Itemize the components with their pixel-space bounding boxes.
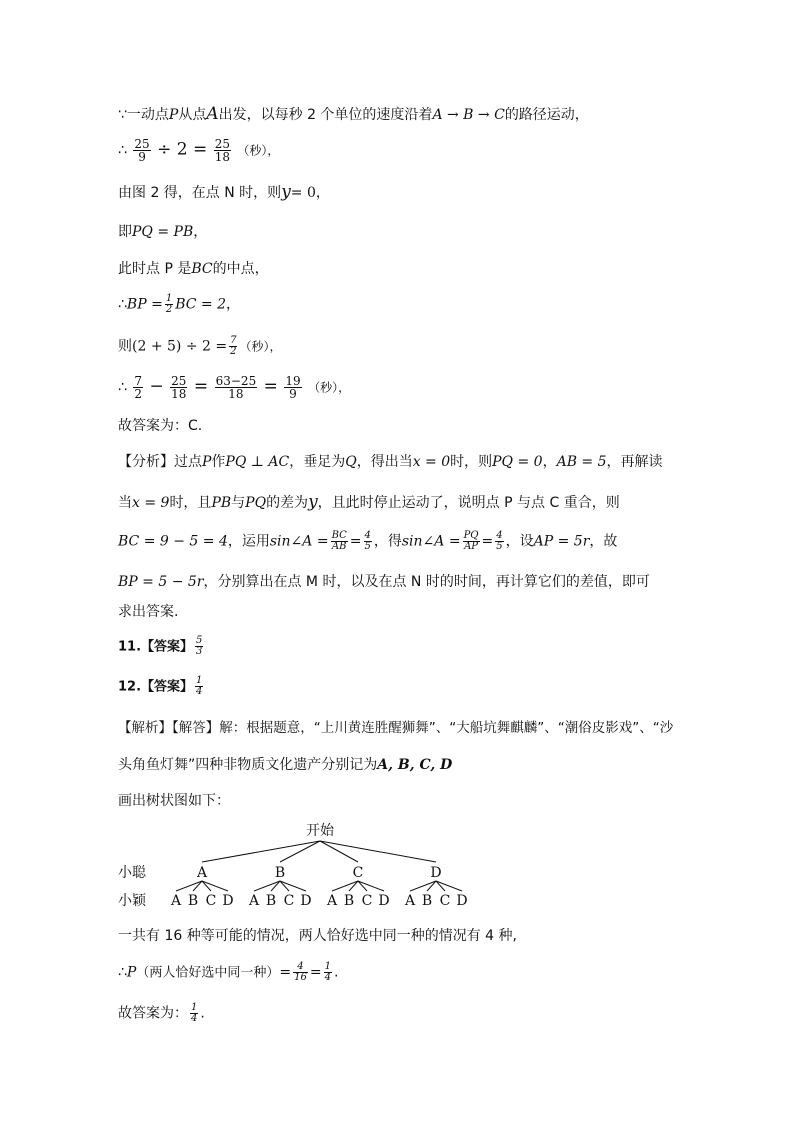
numerator: 4 <box>496 530 503 541</box>
fraction <box>215 375 258 400</box>
tree-node-b: B <box>274 865 286 881</box>
denominator: AP <box>464 541 479 552</box>
text: 一共有 16 种等可能的情况，两人恰好选中同一种的情况有 4 种, <box>118 928 517 944</box>
text: . <box>333 964 339 981</box>
text: 从点 <box>178 107 207 123</box>
text: ，垂足为 <box>289 454 346 470</box>
tree-leaf-b: B <box>421 893 433 909</box>
text-line-10 <box>118 452 663 472</box>
fraction <box>133 138 150 163</box>
denominator: 5 <box>364 541 371 552</box>
numerator: 1 <box>324 961 331 972</box>
text-line-1 <box>118 104 589 125</box>
tree-level1 <box>196 865 442 881</box>
math: = <box>193 376 209 397</box>
text-line-14 <box>118 602 178 622</box>
tree-leaf-a: A <box>248 893 260 909</box>
tree-leaf-c: C <box>205 893 217 909</box>
math: − <box>149 376 164 397</box>
numerator: 4 <box>293 962 308 973</box>
text-line-16 <box>118 676 205 698</box>
text: 时，且 <box>169 495 212 511</box>
text: ，且此时停止运动了，说明点 P 与点 C 重合，则 <box>317 495 620 511</box>
text: （秒）， <box>237 143 280 158</box>
numerator: 63−25 <box>215 374 257 388</box>
math: BP = <box>126 296 163 313</box>
text: ∴ <box>118 379 127 396</box>
numerator: 7 <box>230 335 237 346</box>
tree-leaf-d: D <box>300 893 312 909</box>
text-line-7 <box>118 336 281 357</box>
numerator: BC <box>331 530 347 541</box>
text-line-19 <box>118 791 230 811</box>
text-line-8 <box>118 375 350 400</box>
text: ，运用 <box>227 533 270 550</box>
tree-branch <box>202 841 320 862</box>
text: 则 <box>118 338 132 355</box>
tree-leaf-d: D <box>378 893 390 909</box>
numerator: 4 <box>364 530 371 541</box>
text: 求出答案. <box>118 604 179 620</box>
text-line-9 <box>118 416 202 436</box>
math: sin∠A = <box>269 533 329 550</box>
text: 即 <box>118 224 132 240</box>
denominator: 2 <box>230 346 237 357</box>
denominator: 18 <box>171 387 187 401</box>
fraction <box>331 531 348 552</box>
fraction <box>284 375 301 400</box>
fraction <box>229 336 237 357</box>
math: AB = 5 <box>556 454 607 470</box>
fraction <box>495 531 503 552</box>
denominator: 2 <box>134 387 143 401</box>
numerator: 25 <box>171 374 187 388</box>
math: ÷ 2 = <box>157 139 208 160</box>
denominator: 9 <box>289 387 297 401</box>
denominator: 18 <box>228 387 244 401</box>
math: P <box>168 107 179 123</box>
denominator: 18 <box>214 150 230 164</box>
math: y <box>281 182 291 202</box>
math: = <box>349 533 362 550</box>
math: = 0， <box>290 185 330 201</box>
fraction <box>165 294 173 315</box>
text: 故答案为： <box>118 1005 188 1022</box>
text: 与 <box>231 495 246 511</box>
fraction <box>133 375 143 400</box>
text: ，再解读 <box>606 454 663 470</box>
text: 当 <box>118 495 132 511</box>
fraction <box>170 375 187 400</box>
math: PQ = PB <box>132 224 194 240</box>
tree-leaf-b: B <box>343 893 355 909</box>
math: sin∠A = <box>401 533 461 550</box>
math: P <box>126 964 137 981</box>
text: 【解析】【解答】解：根据题意，“上川黄连胜醒狮舞”、“大船坑舞麒麟”、“潮俗皮影戏”、“沙 <box>118 720 674 736</box>
math: PQ = 0 <box>492 454 543 470</box>
tree-leaf-a: A <box>170 893 182 909</box>
text-line-2 <box>118 138 279 163</box>
math: P <box>202 454 212 470</box>
text: （秒）， <box>239 339 282 354</box>
math: BC = 9 − 5 = 4 <box>118 533 228 550</box>
numerator: 25 <box>134 137 150 151</box>
tree-leaf-c: C <box>283 893 295 909</box>
denominator: 16 <box>294 972 307 983</box>
text: ， <box>226 296 240 313</box>
fraction <box>190 1003 198 1024</box>
denominator: 4 <box>196 686 203 697</box>
text: ， <box>193 224 208 240</box>
math: A <box>206 104 219 124</box>
numerator: 1 <box>191 1002 198 1013</box>
tree-leaf-d: D <box>222 893 234 909</box>
denominator: 4 <box>324 972 331 983</box>
tree-node-d: D <box>430 865 442 881</box>
text: 由图 2 得，在点 N 时，则 <box>118 185 282 201</box>
text: ∴ <box>118 142 127 159</box>
text-line-15 <box>118 636 205 658</box>
denominator: 4 <box>191 1013 198 1024</box>
text: ∴ <box>118 296 127 313</box>
denominator: 3 <box>196 646 203 657</box>
numerator: 1 <box>165 293 173 304</box>
text: ， <box>542 454 557 470</box>
math: BC = 2 <box>175 296 226 313</box>
math: A → B → C <box>432 107 505 123</box>
text: 的差为 <box>266 495 309 511</box>
denominator: AB <box>331 541 347 552</box>
text: 时，则 <box>450 454 493 470</box>
math: BC <box>191 261 213 277</box>
text: 画出树状图如下： <box>118 793 230 809</box>
math: BP = 5 − 5r <box>118 574 204 590</box>
text: 故答案为：C. <box>118 418 203 434</box>
denominator: 5 <box>496 541 503 552</box>
text-line-5 <box>118 259 269 279</box>
fraction <box>324 962 332 983</box>
tree-branch <box>320 841 436 862</box>
text: （秒）， <box>308 380 351 395</box>
tree-level2 <box>170 881 468 909</box>
text: ，设 <box>505 533 534 550</box>
row-label-xiaocong: 小聪 <box>118 865 146 881</box>
tree-leaf-a: A <box>404 893 416 909</box>
text: ∵一动点 <box>118 107 169 123</box>
text-line-12 <box>118 531 617 552</box>
text: 【分析】过点 <box>118 454 202 470</box>
math: x = 0 <box>412 454 451 470</box>
denominator: 9 <box>138 150 146 164</box>
text-line-6 <box>118 294 240 315</box>
math: = <box>263 376 278 397</box>
text-line-11 <box>118 492 620 513</box>
text: ，分别算出在点 M 时，以及在点 N 时的时间，再计算它们的差值，即可 <box>203 574 650 590</box>
text: 头角鱼灯舞”四种非物质文化遗产分别记为 <box>118 757 378 773</box>
tree-root-label: 开始 <box>306 823 334 839</box>
text-line-22 <box>118 1003 205 1024</box>
math: y <box>308 492 318 512</box>
fraction <box>463 531 480 552</box>
numerator: 25 <box>214 137 230 151</box>
math: PQ ⊥ AC <box>225 454 290 470</box>
tree-leaf-b: B <box>265 893 277 909</box>
numerator: 1 <box>196 675 203 686</box>
math: A, B, C, D <box>377 757 453 773</box>
math: Q <box>345 454 357 470</box>
tree-leaf-b: B <box>187 893 199 909</box>
fraction <box>364 531 372 552</box>
text: 出发，以每秒 2 个单位的速度沿着 <box>218 107 433 123</box>
math: = <box>309 964 322 981</box>
tree-leaf-a: A <box>326 893 338 909</box>
denominator: 2 <box>165 304 173 315</box>
text-line-17 <box>118 718 673 738</box>
text: 的路径运动， <box>504 107 589 123</box>
tree-leaf-c: C <box>439 893 451 909</box>
fraction <box>195 636 203 657</box>
text-line-13 <box>118 572 650 592</box>
tree-leaf-c: C <box>361 893 373 909</box>
text: （两人恰好选中同一种） <box>136 965 280 981</box>
tree-leaf-d: D <box>456 893 468 909</box>
numerator: 7 <box>134 374 143 388</box>
text-line-21 <box>118 962 338 984</box>
text: 作 <box>211 454 226 470</box>
math: PB <box>211 495 232 511</box>
row-label-xiaoying: 小颖 <box>118 893 146 909</box>
math: PQ <box>245 495 267 511</box>
text-line-18 <box>118 755 452 775</box>
answer-label: 12.【答案】 <box>118 679 194 695</box>
math: = <box>481 533 494 550</box>
math: x = 9 <box>132 495 170 511</box>
numerator: 5 <box>196 635 203 646</box>
answer-label: 11.【答案】 <box>118 639 194 655</box>
tree-diagram <box>110 816 470 916</box>
math: AP = 5r <box>533 533 590 550</box>
text: ∴ <box>118 964 127 981</box>
text: ，得 <box>373 533 402 550</box>
text: ，得出当 <box>356 454 413 470</box>
fraction <box>214 138 231 163</box>
text: 此时点 P 是 <box>118 261 192 277</box>
tree-node-c: C <box>352 865 364 881</box>
fraction <box>293 962 308 983</box>
text: 的中点， <box>212 261 269 277</box>
fraction <box>195 676 203 697</box>
math: = <box>279 964 292 981</box>
numerator: PQ <box>463 530 479 541</box>
text: . <box>200 1005 205 1022</box>
numerator: 19 <box>285 374 301 388</box>
tree-node-a: A <box>196 865 208 881</box>
text-line-4 <box>118 222 207 242</box>
text-line-3 <box>118 182 330 203</box>
math: (2 + 5) ÷ 2 = <box>132 338 228 355</box>
text: ，故 <box>589 533 618 550</box>
text-line-20 <box>118 926 517 946</box>
